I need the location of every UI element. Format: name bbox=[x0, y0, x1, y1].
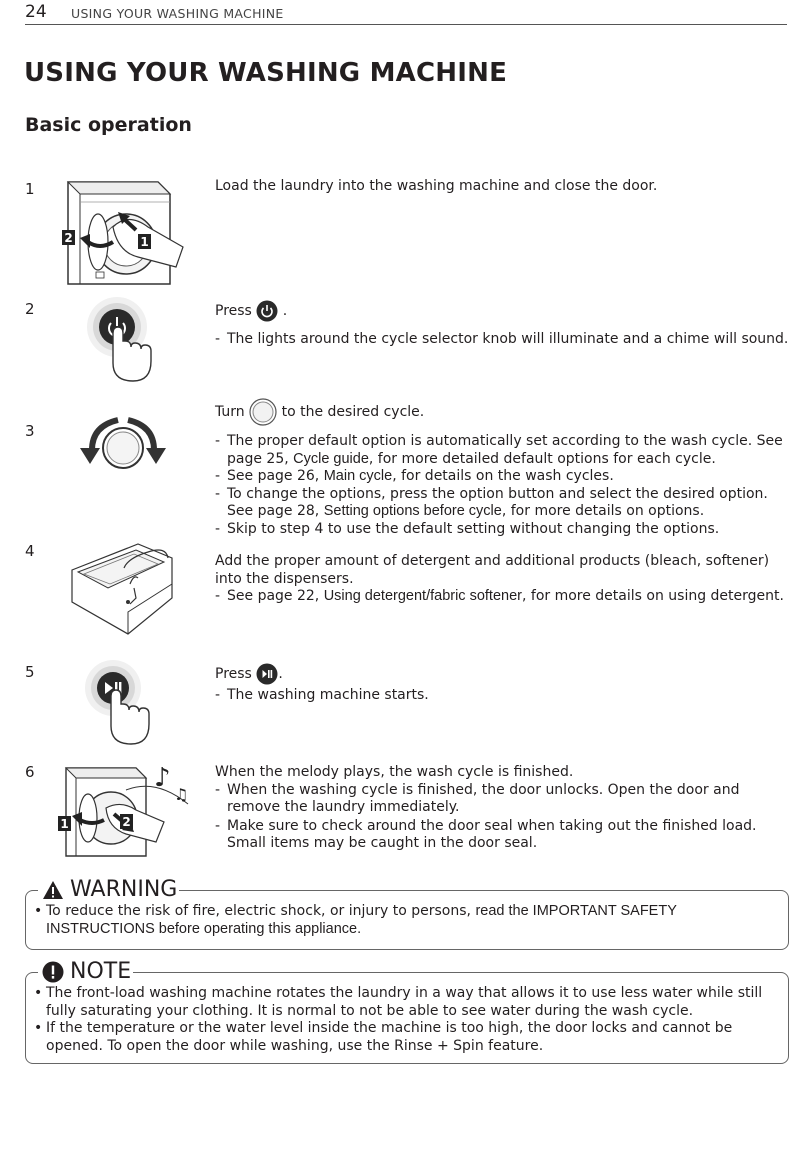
load-laundry-illustration bbox=[58, 172, 188, 290]
note-heading: NOTE bbox=[38, 959, 133, 985]
step-number-4: 4 bbox=[25, 542, 35, 560]
callout-1: 1 bbox=[60, 817, 69, 831]
press-power-illustration bbox=[85, 293, 165, 385]
note-item-1: • The front-load washing machine rotates the laundry in a way that allows it to use less water while still fully saturating your clothing. It is normal to not be able to see water during the wash cycle. bbox=[34, 985, 778, 1020]
warning-box bbox=[25, 877, 789, 950]
section-title: Basic operation bbox=[25, 114, 192, 136]
start-pause-icon bbox=[256, 663, 278, 685]
link-detergent[interactable]: Using detergent/fabric softener bbox=[323, 588, 522, 604]
step-1-text: Load the laundry into the washing machine and close the door. bbox=[215, 178, 658, 194]
step-4-text: Add the proper amount of detergent and additional products (bleach, softener) into the dispensers. - See page 22, Using detergent/fabric softener, for more details on using detergent. bbox=[215, 553, 790, 606]
step-number-1: 1 bbox=[25, 180, 35, 198]
knob-icon bbox=[249, 398, 277, 426]
step-6-text: When the melody plays, the wash cycle is finished. - When the washing cycle is finished, the door unlocks. Open the door and remove the laundry immediately. - Make sure to check around the door seal when taking out the finished load. Small items may be caught in the door seal. bbox=[215, 764, 790, 853]
music-note-icon: ♪ bbox=[154, 763, 171, 793]
warning-heading: WARNING bbox=[38, 877, 179, 903]
page-title: USING YOUR WASHING MACHINE bbox=[24, 58, 508, 88]
note-item-2: • If the temperature or the water level inside the machine is too high, the door locks and cannot be opened. To open the door while washing, use the Rinse + Spin feature. bbox=[34, 1020, 778, 1055]
press-start-illustration bbox=[85, 656, 165, 748]
exclamation-circle-icon bbox=[42, 961, 64, 983]
unload-laundry-illustration bbox=[56, 760, 192, 860]
step-number-5: 5 bbox=[25, 663, 35, 681]
warning-triangle-icon bbox=[42, 880, 64, 900]
step-5-text: Press . - The washing machine starts. bbox=[215, 663, 790, 705]
step-number-6: 6 bbox=[25, 763, 35, 781]
callout-2: 2 bbox=[122, 815, 131, 829]
note-box bbox=[25, 959, 789, 1064]
step-number-2: 2 bbox=[25, 300, 35, 318]
callout-2: 2 bbox=[64, 231, 73, 245]
step-3-text: Turn to the desired cycle. - The proper default option is automatically set according to the wash cycle. See page 25, Cycle guide, for more detailed default options for each cycle. - See page 26, Main cycle, for details on the wash cycles. - To change the options, press the option button and select the desired option. See page 28, Setting options before cycle, for more details on options. - Skip to step 4 to use the default setting without changing the options. bbox=[215, 398, 790, 538]
dispenser-illustration bbox=[68, 538, 176, 636]
warning-text: • To reduce the risk of fire, electric shock, or injury to persons, read the IMPORTANT SAFETY INSTRUCTIONS before operating this appliance. bbox=[34, 903, 778, 938]
power-icon bbox=[256, 300, 278, 322]
link-main-cycle[interactable]: Main cycle bbox=[323, 468, 393, 484]
turn-knob-illustration bbox=[70, 416, 176, 472]
step-number-3: 3 bbox=[25, 422, 35, 440]
callout-1: 1 bbox=[140, 235, 149, 249]
link-setting-options[interactable]: Setting options before cycle bbox=[323, 503, 502, 519]
step-2-text: Press . - The lights around the cycle selector knob will illuminate and a chime will sound. bbox=[215, 300, 790, 349]
running-title: USING YOUR WASHING MACHINE bbox=[71, 6, 284, 21]
page-header bbox=[25, 0, 787, 25]
music-note-icon: ♫ bbox=[174, 785, 189, 804]
link-cycle-guide[interactable]: Cycle guide bbox=[293, 450, 369, 467]
page-number: 24 bbox=[25, 2, 47, 22]
